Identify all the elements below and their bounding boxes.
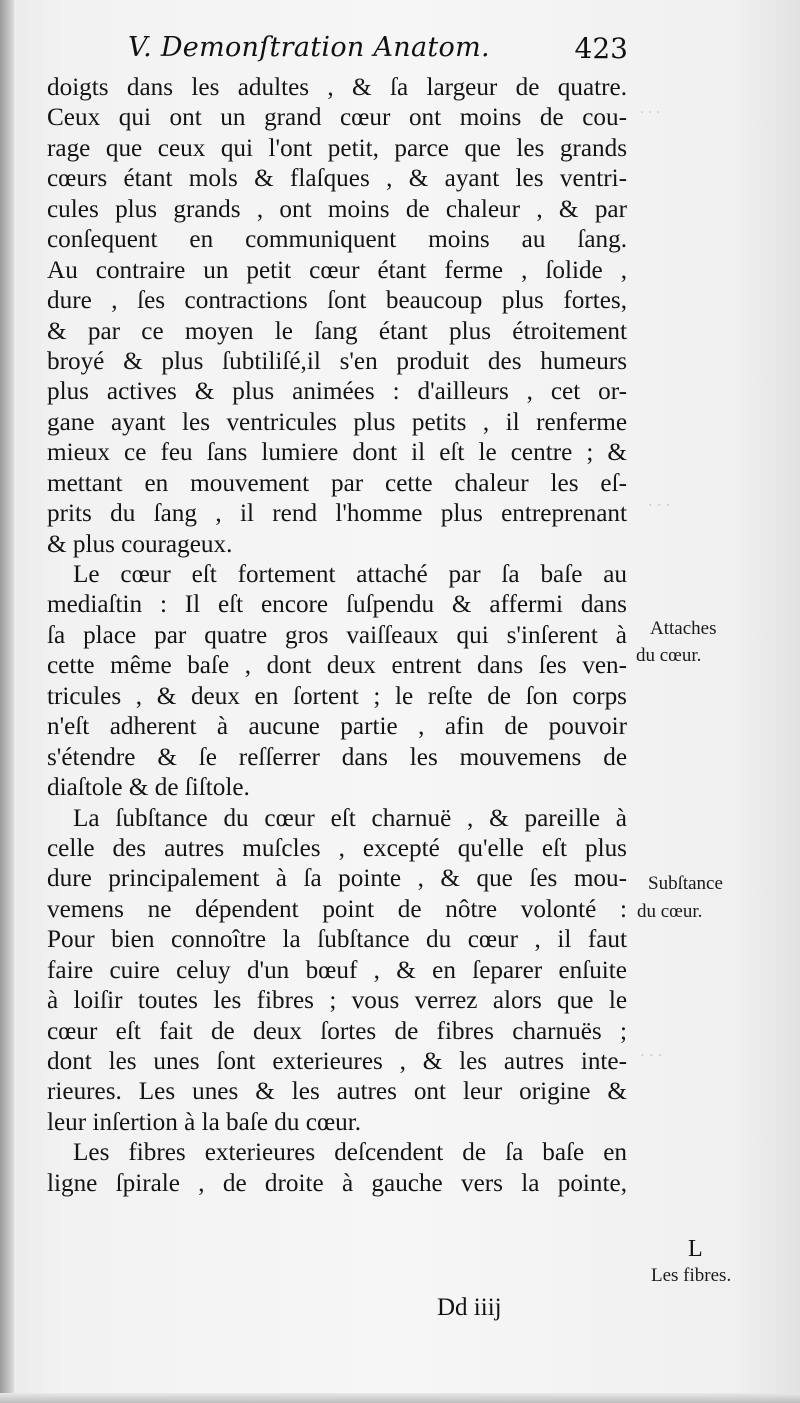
- text-line: & plus courageux.: [47, 530, 233, 558]
- gutter-shadow: [0, 0, 14, 1403]
- page-header: [128, 32, 628, 72]
- text-line: mieux ce feu ſans lumiere dont il eſt le centre ; &: [47, 439, 627, 467]
- text-line: vemens ne dépendent point de nôtre volonté :: [47, 895, 627, 923]
- text-line: leur inſertion à la baſe du cœur.: [47, 1108, 362, 1136]
- paragraph-start-line: La ſubſtance du cœur eſt charnuë , & pareille à: [73, 804, 627, 832]
- text-line: prits du ſang , il rend l'homme plus entreprenant: [47, 500, 627, 528]
- text-line: tricules , & deux en ſortent ; le reſte de ſon corps: [47, 682, 627, 710]
- page-bottom-edge: [0, 1393, 800, 1403]
- page-number: 423: [574, 32, 628, 65]
- margin-note-substance-2: du cœur.: [637, 901, 703, 922]
- text-line: Ceux qui ont un grand cœur ont moins de cou-: [47, 104, 627, 132]
- text-line: dure principalement à ſa pointe , & que ſes mou-: [47, 865, 627, 893]
- text-line: cœurs étant mols & flaſques , & ayant les ventri-: [47, 165, 627, 193]
- text-line: s'étendre & ſe reſſerrer dans les mouvemens de: [47, 743, 627, 771]
- text-line: à loiſir toutes les fibres ; vous verrez alors que le: [47, 987, 627, 1015]
- text-line: cules plus grands , ont moins de chaleur , & par: [47, 195, 627, 223]
- text-line: faire cuire celuy d'un bœuf , & en ſeparer enſuite: [47, 956, 627, 984]
- catchword: L: [688, 1236, 703, 1262]
- text-line: conſequent en communiquent moins au ſang.: [47, 226, 627, 254]
- margin-note-fibres: Les fibres.: [651, 1265, 732, 1286]
- text-line: dont les unes ſont exterieures , & les autres inte-: [47, 1048, 627, 1075]
- text-line: cœur eſt fait de deux ſortes de fibres charnuës ;: [47, 1017, 627, 1045]
- text-line: doigts dans les adultes , & ſa largeur de quatre.: [47, 74, 627, 101]
- show-through-text: . . .: [648, 490, 671, 510]
- text-line: mediaſtin : Il eſt encore ſuſpendu & affermi dans: [47, 591, 627, 619]
- margin-note-substance-1: Subſtance: [648, 873, 723, 894]
- text-line: plus actives & plus animées : d'ailleurs , cet or-: [47, 378, 627, 406]
- text-line: ſa place par quatre gros vaiſſeaux qui s'inſerent à: [47, 621, 627, 649]
- text-line: rieures. Les unes & les autres ont leur origine &: [47, 1078, 627, 1106]
- text-line: n'eſt adherent à aucune partie , afin de pouvoir: [47, 713, 627, 741]
- show-through-text: . . .: [640, 1040, 663, 1060]
- signature-mark: Dd iiij: [437, 1294, 502, 1321]
- text-line: diaſtole & de ſiſtole.: [47, 774, 250, 802]
- paragraph-start-line: Le cœur eſt fortement attaché par ſa baſe au: [73, 561, 627, 588]
- text-line: celle des autres muſcles , excepté qu'elle eſt plus: [47, 834, 627, 862]
- text-line: ligne ſpirale , de droite à gauche vers la pointe,: [47, 1169, 627, 1197]
- text-line: & par ce moyen le ſang étant plus étroitement: [47, 317, 627, 345]
- text-line: Pour bien connoître la ſubſtance du cœur , il faut: [47, 926, 627, 954]
- text-line: dure , ſes contractions ſont beaucoup plus fortes,: [47, 287, 627, 315]
- text-line: gane ayant les ventricules plus petits , il renferme: [47, 408, 627, 436]
- text-line: broyé & plus ſubtiliſé,il s'en produit des humeurs: [47, 347, 627, 375]
- margin-note-attaches-1: Attaches: [650, 618, 717, 639]
- show-through-text: . . .: [640, 100, 660, 117]
- margin-note-attaches-2: du cœur.: [636, 645, 702, 666]
- text-line: rage que ceux qui l'ont petit, parce que les grands: [47, 134, 627, 162]
- text-line: mettant en mouvement par cette chaleur les eſ-: [47, 469, 627, 497]
- text-line: Au contraire un petit cœur étant ferme , ſolide ,: [47, 256, 627, 284]
- running-title: V. Demonſtration Anatom.: [128, 32, 490, 63]
- paragraph-start-line: Les fibres exterieures deſcendent de ſa baſe en: [73, 1139, 627, 1167]
- body-text: [47, 73, 627, 1199]
- text-line: cette même baſe , dont deux entrent dans ſes ven-: [47, 652, 627, 680]
